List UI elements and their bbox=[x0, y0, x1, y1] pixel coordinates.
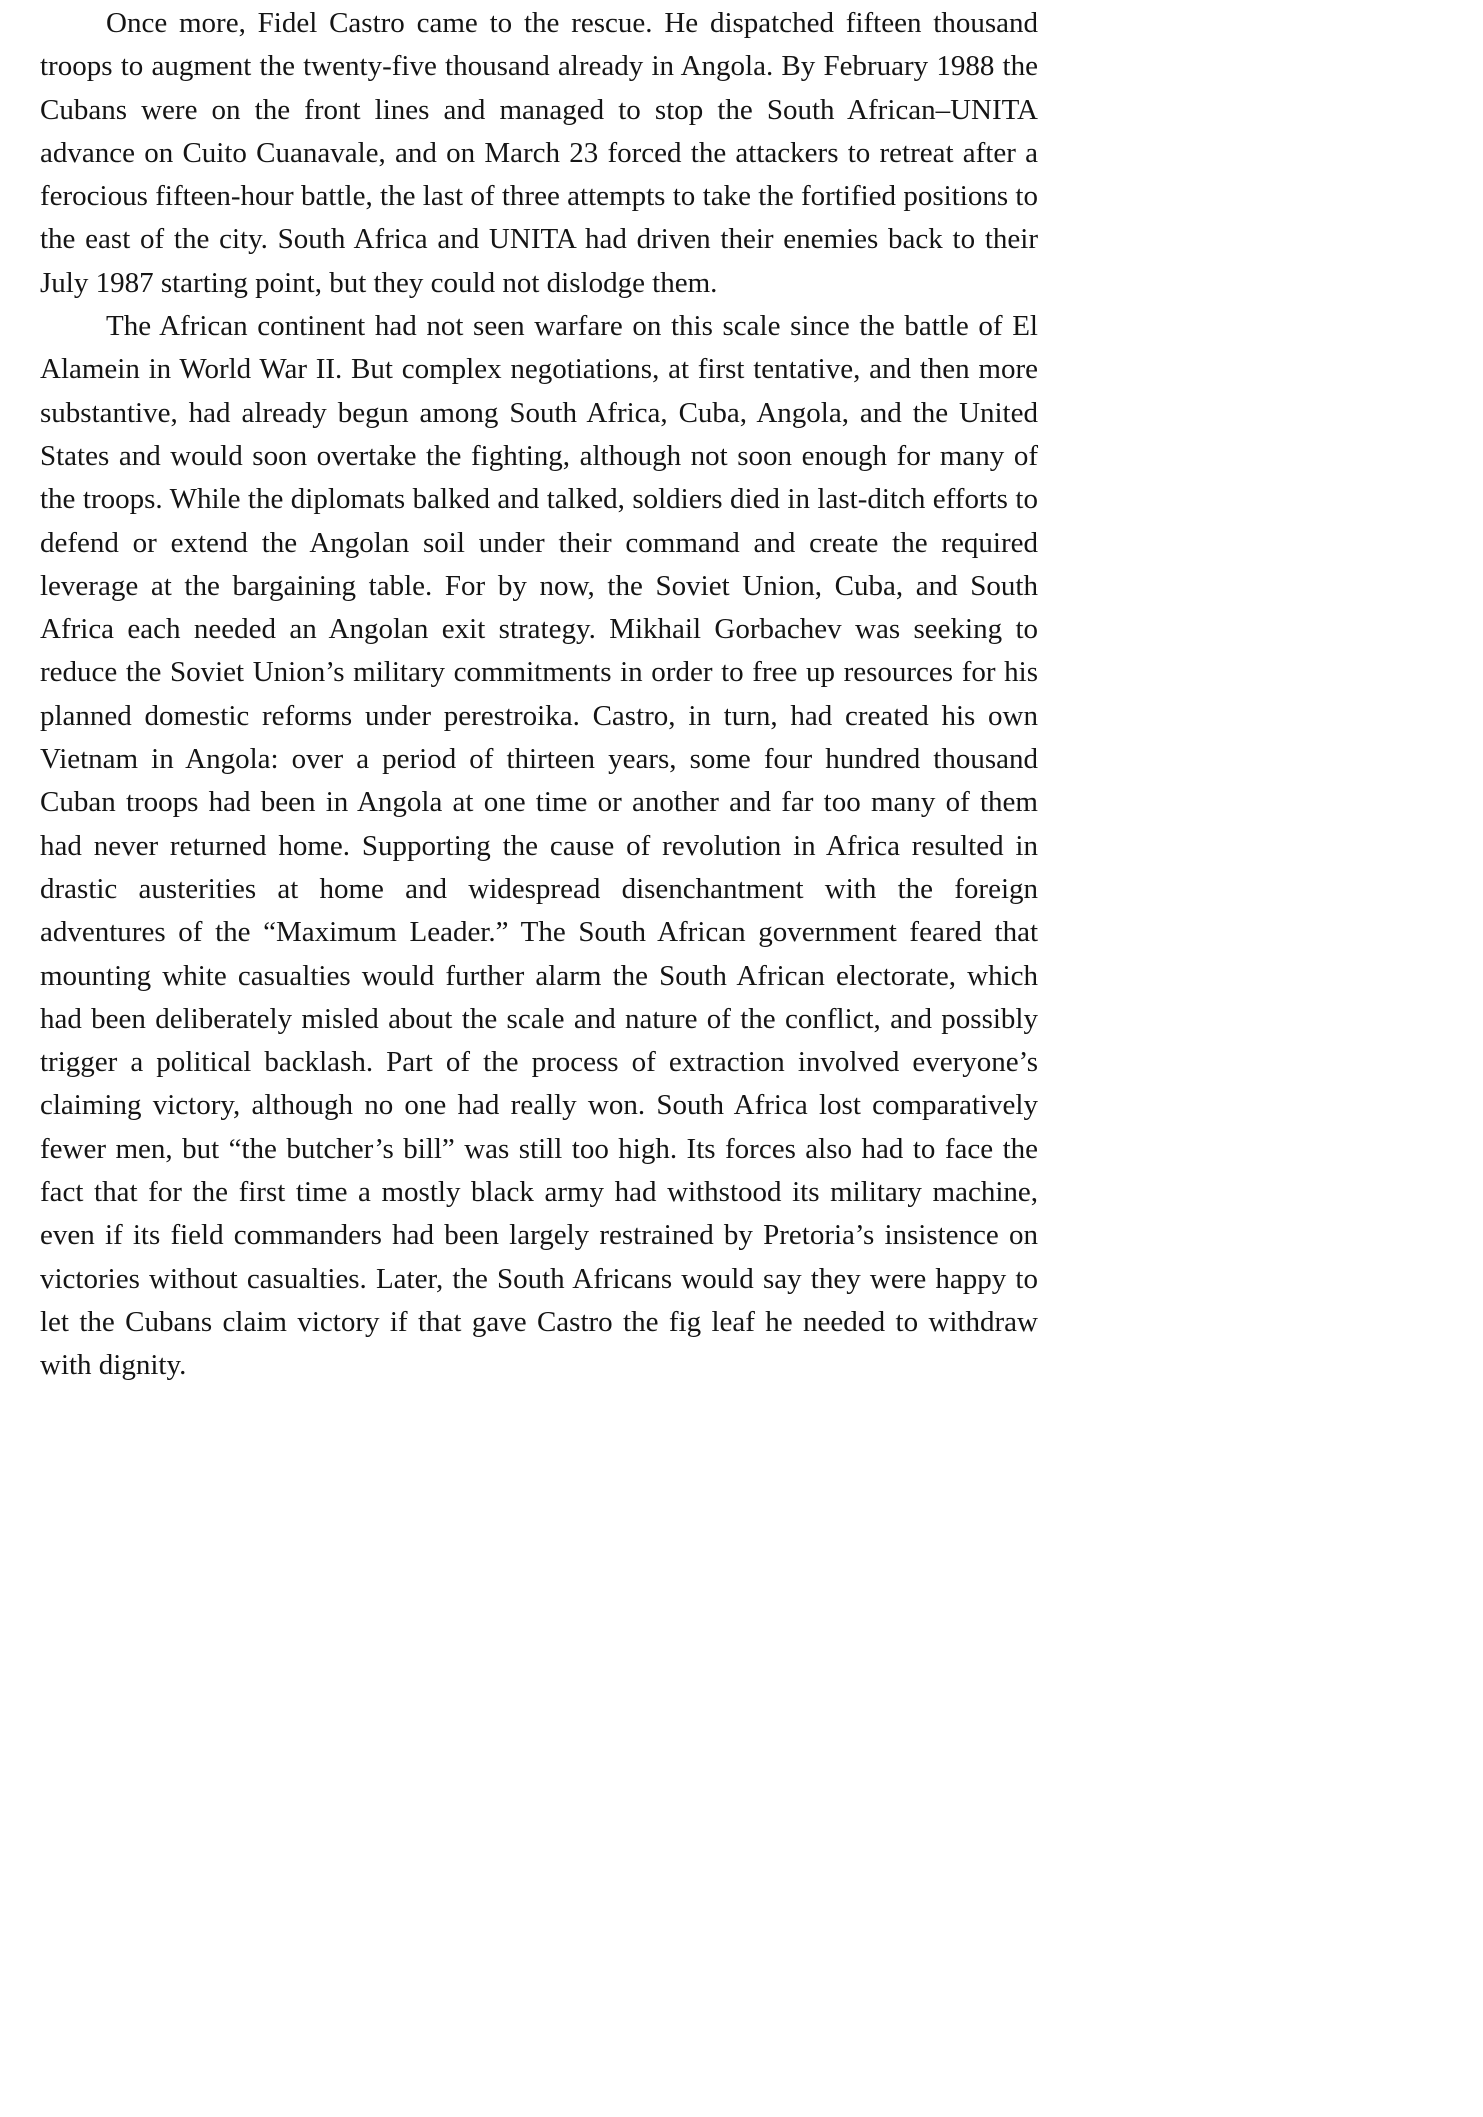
paragraph-1: Once more, Fidel Castro came to the rescue. He dispatched fifteen thousand troops to augment the twenty-five thousand already in Angola. By February 1988 the Cubans were on the front lines and managed to stop the South African–UNITA advance on Cuito Cuanavale, and on March 23 forced the attackers to retreat after a ferocious fifteen-hour battle, the last of three attempts to take the fortified positions to the east of the city. South Africa and UNITA had driven their enemies back to their July 1987 starting point, but they could not dislodge them. bbox=[40, 7, 1038, 299]
paragraph-2: The African continent had not seen warfare on this scale since the battle of El Alamein in World War II. But complex negotiations, at first tentative, and then more substantive, had already begun among South Africa, Cuba, Angola, and the United States and would soon overtake the fighting, although not soon enough for many of the troops. While the diplomats balked and talked, soldiers died in last-ditch efforts to defend or extend the Angolan soil under their command and create the required leverage at the bargaining table. For by now, the Soviet Union, Cuba, and South Africa each needed an Angolan exit strategy. Mikhail Gorbachev was seeking to reduce the Soviet Union’s military commitments in order to free up resources for his planned domestic reforms under perestroika. Castro, in turn, had created his own Vietnam in Angola: over a period of thirteen years, some four hundred thousand Cuban troops had been in Angola at one time or another and far too many of them had never returned home. Supporting the cause of revolution in Africa resulted in drastic austerities at home and widespread disenchantment with the foreign adventures of the “Maximum Leader.” The South African government feared that mounting white casualties would further alarm the South African electorate, which had been deliberately misled about the scale and nature of the conflict, and possibly trigger a political backlash. Part of the process of extraction involved everyone’s claiming victory, although no one had really won. South Africa lost comparatively fewer men, but “the butcher’s bill” was still too high. Its forces also had to face the fact that for the first time a mostly black army had withstood its military machine, even if its field commanders had been largely restrained by Pretoria’s insistence on victories without casualties. Later, the South Africans would say they were happy to let the Cubans claim victory if that gave Castro the fig leaf he needed to withdraw with dignity. bbox=[40, 310, 1038, 1382]
body-text bbox=[40, 2, 1038, 1388]
